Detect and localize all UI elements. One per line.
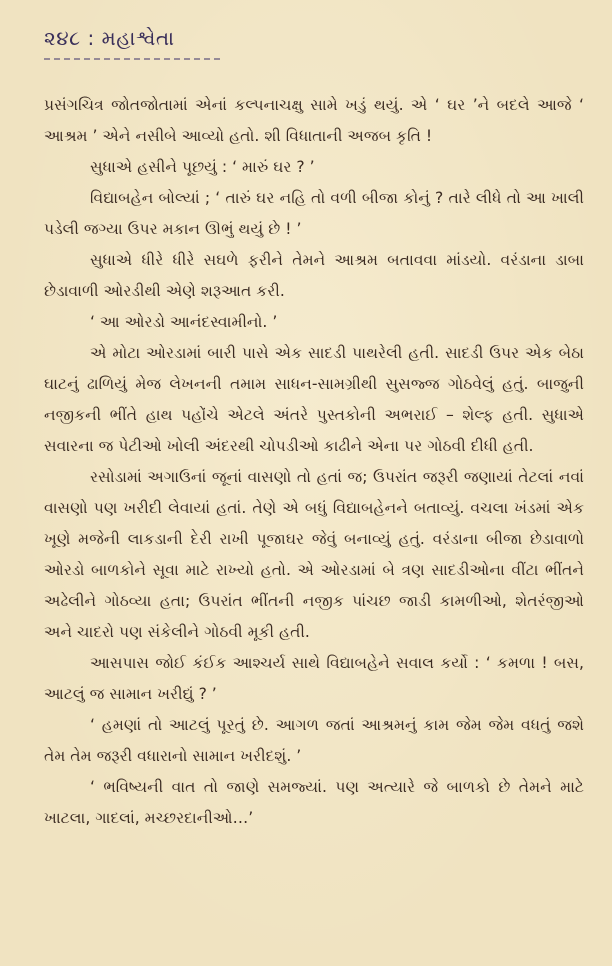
header-underline <box>44 58 220 60</box>
paragraph: આસપાસ જોઈ કંઈક આશ્ચર્ય સાથે વિદ્યાબહેને સવાલ કર્યો : ‘ કમળા ! બસ, આટલું જ સામાન ખરીદ્યું ? ’ <box>44 654 584 703</box>
paragraph: સુધાએ ધીરે ધીરે સઘળે ફરીને તેમને આશ્રમ બતાવવા માંડયો. વરંડાના ડાબા છેડાવાળી ઓરડીથી એણે શરૂઆત કરી. <box>44 251 584 300</box>
paragraph: રસોડામાં અગાઉનાં જૂનાં વાસણો તો હતાં જ; ઉપરાંત જરૂરી જણાયાં તેટલાં નવાં વાસણો પણ ખરીદી લેવાયાં હતાં. તેણે એ બધું વિદ્યાબહેનને બતાવ્યું. વચલા ખંડમાં એક ખૂણે મજેની લાકડાની દેરી રાખી પૂજાઘર જેવું બનાવ્યું હતું. વરંડાના બીજા છેડાવાળો ઓરડો બાળકોને સૂવા માટે રાખ્યો હતો. એ ઓરડામાં બે ત્રણ સાદડીઓના વીંટા ભીંતને અઢેલીને ગોઠવ્યા હતા; ઉપરાંત ભીંતની નજીક પાંચછ જાડી કામળીઓ, શેતરંજીઓ અને ચાદરો પણ સંકેલીને ગોઠવી મૂકી હતી. <box>44 468 584 641</box>
paragraph: પ્રસંગચિત્ર જોતજોતામાં એનાં કલ્પનાચક્ષુ સામે ખડું થયું. એ ‘ ઘર ’ને બદલે આજે ‘ આશ્રમ ’ એને નસીબે આવ્યો હતો. શી વિધાતાની અજબ કૃતિ ! <box>44 96 584 145</box>
page-number: ૨૪૮ <box>44 26 81 50</box>
paragraph: સુધાએ હસીને પૂછયું : ‘ મારું ઘર ? ’ <box>90 158 315 176</box>
paragraph: વિદ્યાબહેન બોલ્યાં ; ‘ તારું ઘર નહિ તો વળી બીજા કોનું ? તારે લીધે તો આ ખાલી પડેલી જગ્યા ઉપર મકાન ઊભું થયું છે ! ’ <box>44 189 584 238</box>
header-separator: : <box>87 26 95 50</box>
paragraph: ‘ ભવિષ્યની વાત તો જાણે સમજ્યાં. પણ અત્યારે જે બાળકો છે તેમને માટે ખાટલા, ગાદલાં, મચ્છરદાનીઓ…’ <box>44 778 584 827</box>
running-title: મહાશ્વેતા <box>101 26 175 50</box>
paragraph: એ મોટા ઓરડામાં બારી પાસે એક સાદડી પાથરેલી હતી. સાદડી ઉપર એક બેઠા ઘાટનું ઢાળિયું મેજ લેખનની તમામ સાધન-સામગ્રીથી સુસજ્જ ગોઠવેલું હતું. બાજુની નજીકની ભીંતે હાથ પહોંચે એટલે અંતરે પુસ્તકોની અભરાઈ – શેલ્ફ હતી. સુધાએ સવારના જ પેટીઓ ખોલી અંદરથી ચોપડીઓ કાઢીને એના પર ગોઠવી દીધી હતી. <box>44 344 584 455</box>
paragraph: ‘ હમણાં તો આટલું પૂરતું છે. આગળ જતાં આશ્રમનું કામ જેમ જેમ વધતું જશે તેમ તેમ જરૂરી વધારાનો સામાન ખરીદશું. ’ <box>44 716 584 765</box>
paragraph: ‘ આ ઓરડો આનંદસ્વામીનો. ’ <box>90 313 278 331</box>
page-header <box>44 26 175 50</box>
page-body <box>44 90 584 834</box>
